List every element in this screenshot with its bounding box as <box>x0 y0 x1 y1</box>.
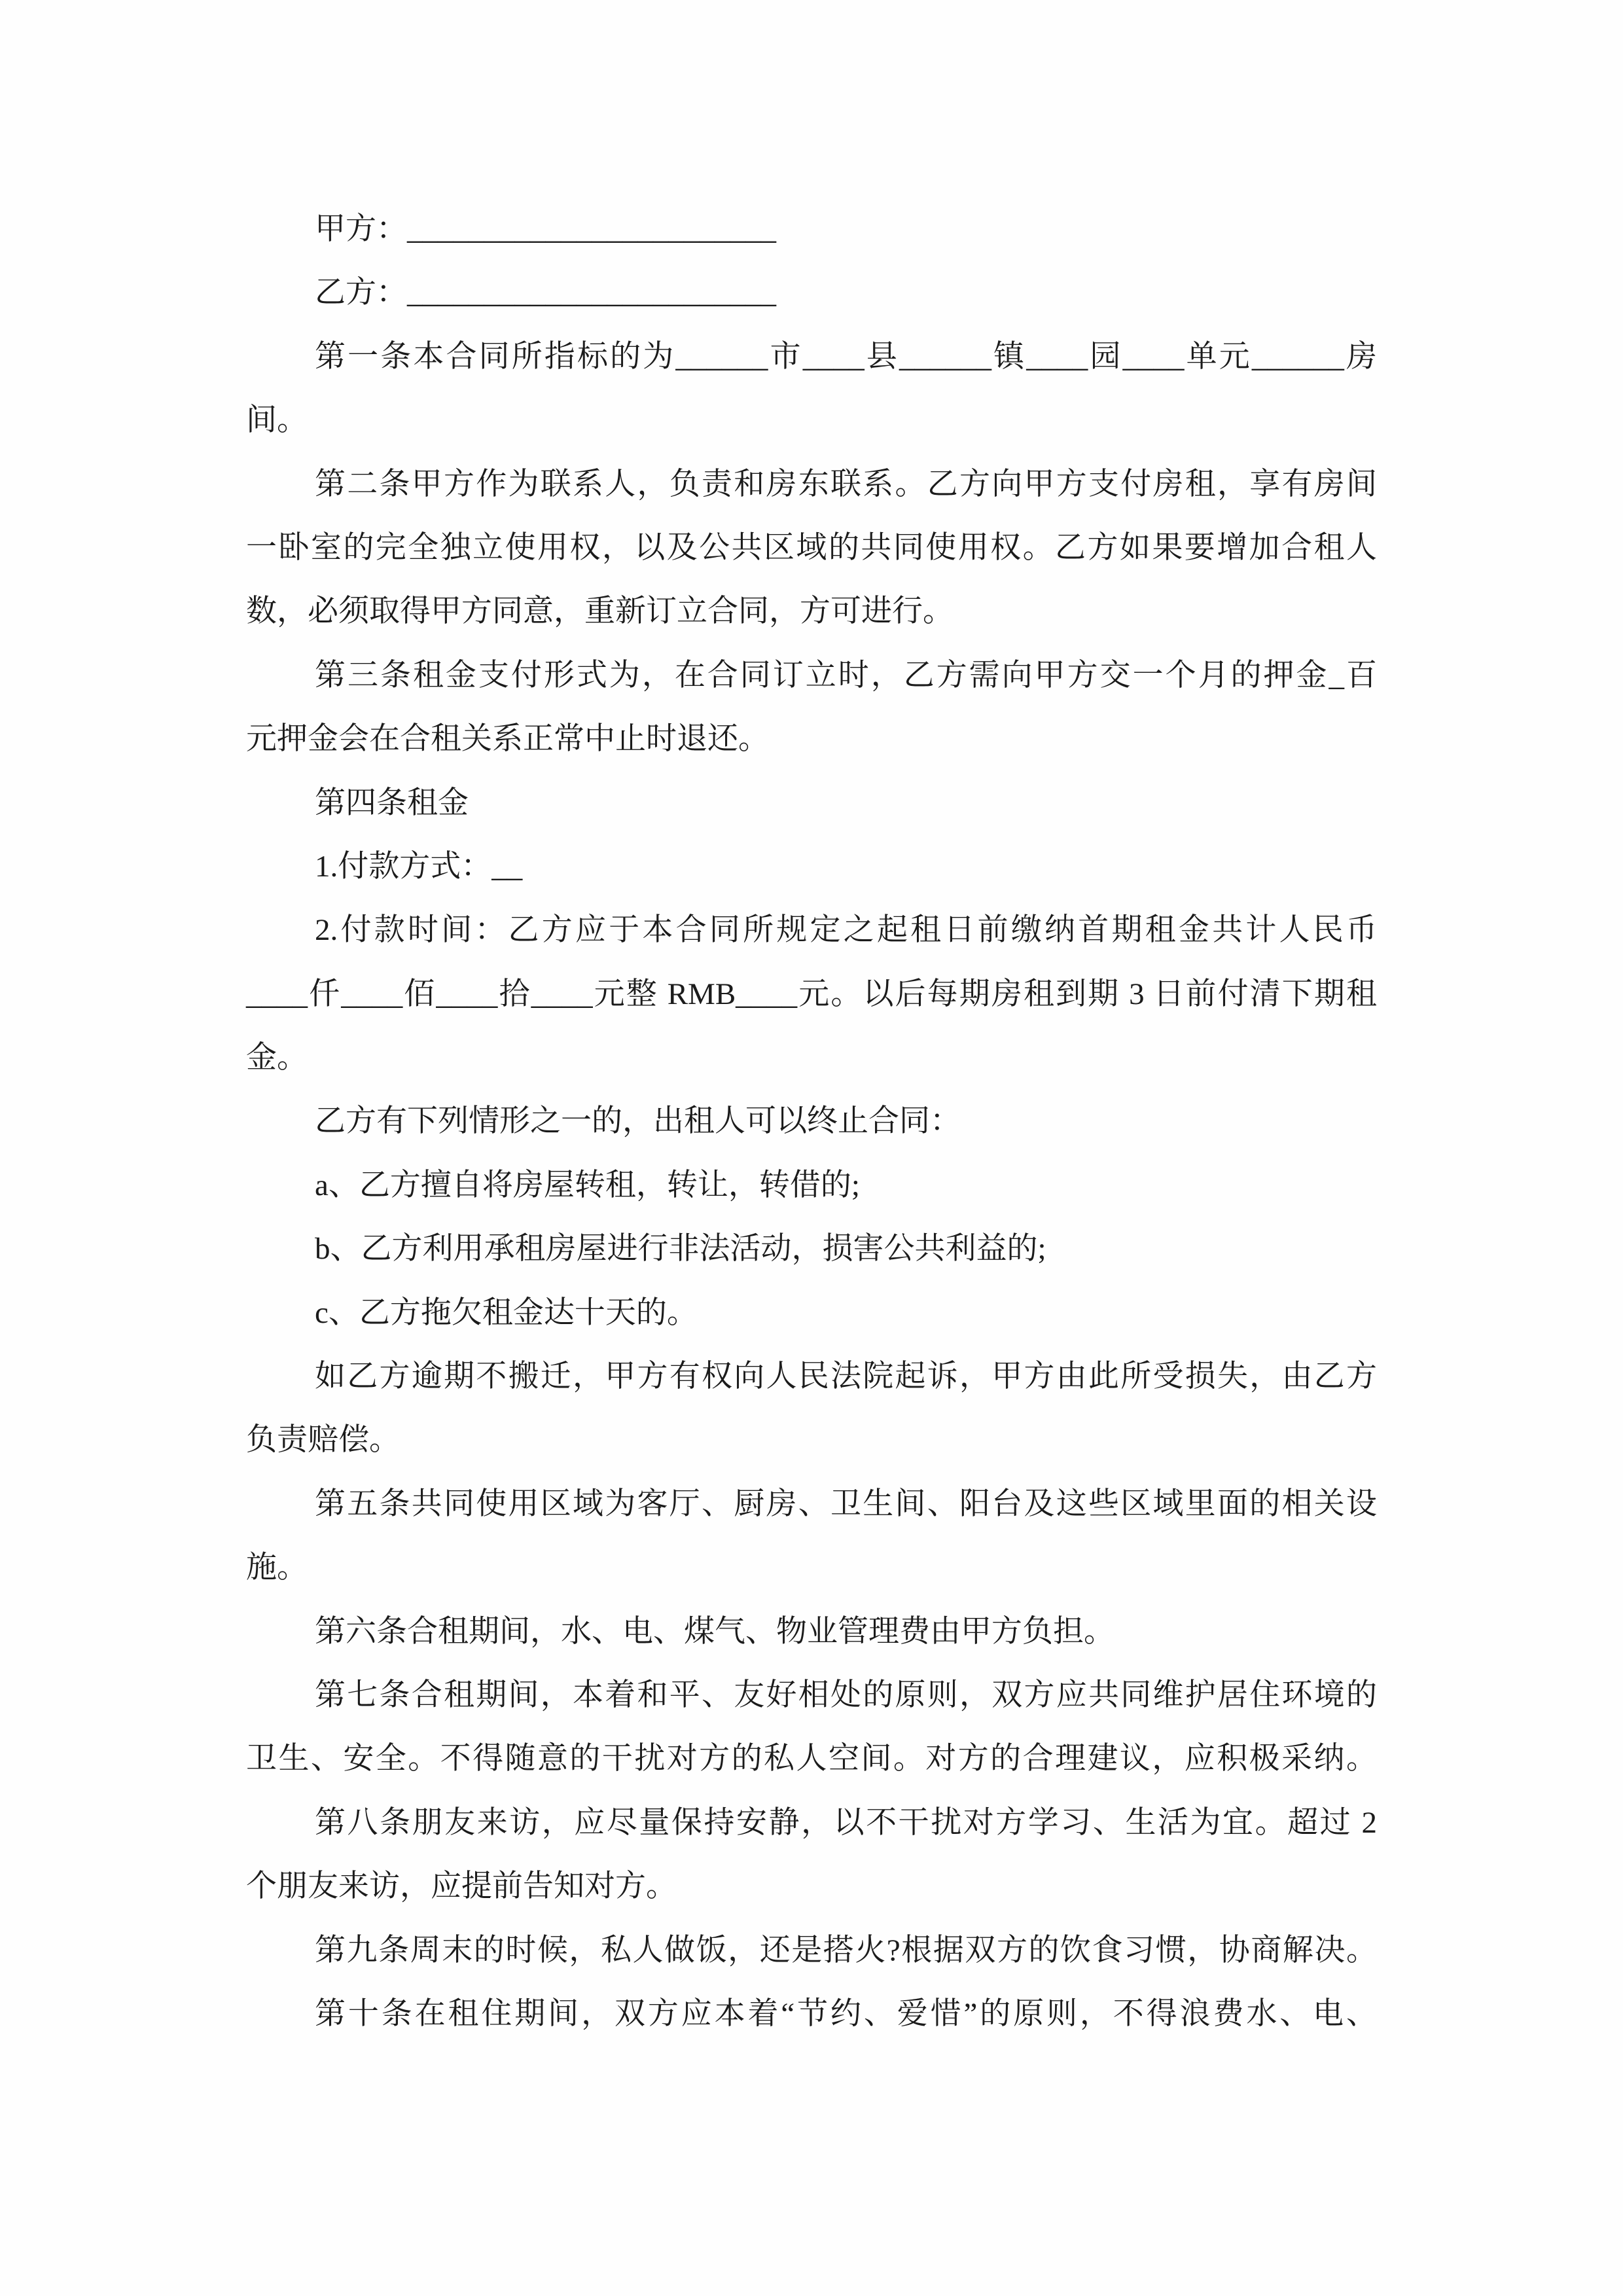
paragraph-line: 施。 <box>246 1551 308 1585</box>
article-8 <box>246 1791 1377 1919</box>
paragraph-line: 第一条本合同所指标的为______市____县______镇____园____单元______房 <box>315 339 1377 374</box>
article-6 <box>246 1600 1377 1664</box>
party-a-line <box>246 198 1377 261</box>
article-3 <box>246 644 1377 772</box>
condition-c <box>246 1282 1377 1345</box>
article-4-heading <box>246 772 1377 835</box>
paragraph-line: 第五条共同使用区域为客厅、厨房、卫生间、阳台及这些区域里面的相关设 <box>315 1486 1377 1521</box>
paragraph-line: 第六条合租期间，水、电、煤气、物业管理费由甲方负担。 <box>315 1614 1115 1649</box>
paragraph-line: 第七条合租期间，本着和平、友好相处的原则，双方应共同维护居住环境的 <box>315 1677 1377 1712</box>
paragraph-line: 元押金会在合租关系正常中止时退还。 <box>246 722 769 757</box>
paragraph-line: c、乙方拖欠租金达十天的。 <box>315 1295 698 1330</box>
article-1 <box>246 325 1377 453</box>
condition-b <box>246 1217 1377 1281</box>
paragraph-line: 个朋友来访，应提前告知对方。 <box>246 1869 677 1904</box>
paragraph-line: 一卧室的完全独立使用权，以及公共区域的共同使用权。乙方如果要增加合租人 <box>246 530 1377 565</box>
paragraph-line: 第四条租金 <box>315 785 469 820</box>
paragraph-line: 如乙方逾期不搬迁，甲方有权向人民法院起诉，甲方由此所受损失，由乙方 <box>315 1359 1377 1394</box>
paragraph-line: 第九条周末的时候，私人做饭，还是搭火?根据双方的饮食习惯，协商解决。 <box>315 1933 1377 1967</box>
article-7 <box>246 1664 1377 1791</box>
condition-a <box>246 1154 1377 1217</box>
payment-time <box>246 899 1377 1090</box>
paragraph-line: 1.付款方式：__ <box>315 849 523 884</box>
paragraph-line: 第三条租金支付形式为，在合同订立时，乙方需向甲方交一个月的押金_百 <box>315 658 1377 692</box>
contract-body <box>246 198 1377 2046</box>
payment-method <box>246 835 1377 899</box>
article-9 <box>246 1919 1377 1982</box>
paragraph-line: 卫生、安全。不得随意的干扰对方的私人空间。对方的合理建议，应积极采纳。 <box>246 1742 1377 1776</box>
paragraph-line: 数，必须取得甲方同意，重新订立合同，方可进行。 <box>246 594 954 629</box>
paragraph-line: 第十条在租住期间，双方应本着“节约、爱惜”的原则，不得浪费水、电、 <box>315 1996 1377 2031</box>
party-b-line <box>246 261 1377 325</box>
paragraph-line: 甲方：________________________ <box>315 212 776 246</box>
eviction-clause <box>246 1345 1377 1473</box>
paragraph-line: 乙方有下列情形之一的，出租人可以终止合同： <box>315 1104 961 1139</box>
article-10 <box>246 1982 1377 2046</box>
paragraph-line: 负责赔偿。 <box>246 1423 400 1458</box>
paragraph-line: 第八条朋友来访，应尽量保持安静，以不干扰对方学习、生活为宜。超过 2 <box>315 1805 1377 1840</box>
paragraph-line: ____仟____佰____拾____元整 RMB____元。以后每期房租到期 3 日前付清下期租 <box>246 977 1377 1011</box>
termination-conditions <box>246 1090 1377 1153</box>
paragraph-line: 乙方：________________________ <box>315 276 776 310</box>
paragraph-line: b、乙方利用承租房屋进行非法活动，损害公共利益的; <box>315 1232 1046 1266</box>
paragraph-line: 金。 <box>246 1041 308 1075</box>
paragraph-line: a、乙方擅自将房屋转租，转让，转借的; <box>315 1168 860 1202</box>
article-2 <box>246 453 1377 644</box>
article-5 <box>246 1473 1377 1600</box>
paragraph-line: 第二条甲方作为联系人，负责和房东联系。乙方向甲方支付房租，享有房间 <box>315 467 1377 501</box>
paragraph-line: 间。 <box>246 403 308 438</box>
paragraph-line: 2.付款时间：乙方应于本合同所规定之起租日前缴纳首期租金共计人民币 <box>315 913 1377 948</box>
